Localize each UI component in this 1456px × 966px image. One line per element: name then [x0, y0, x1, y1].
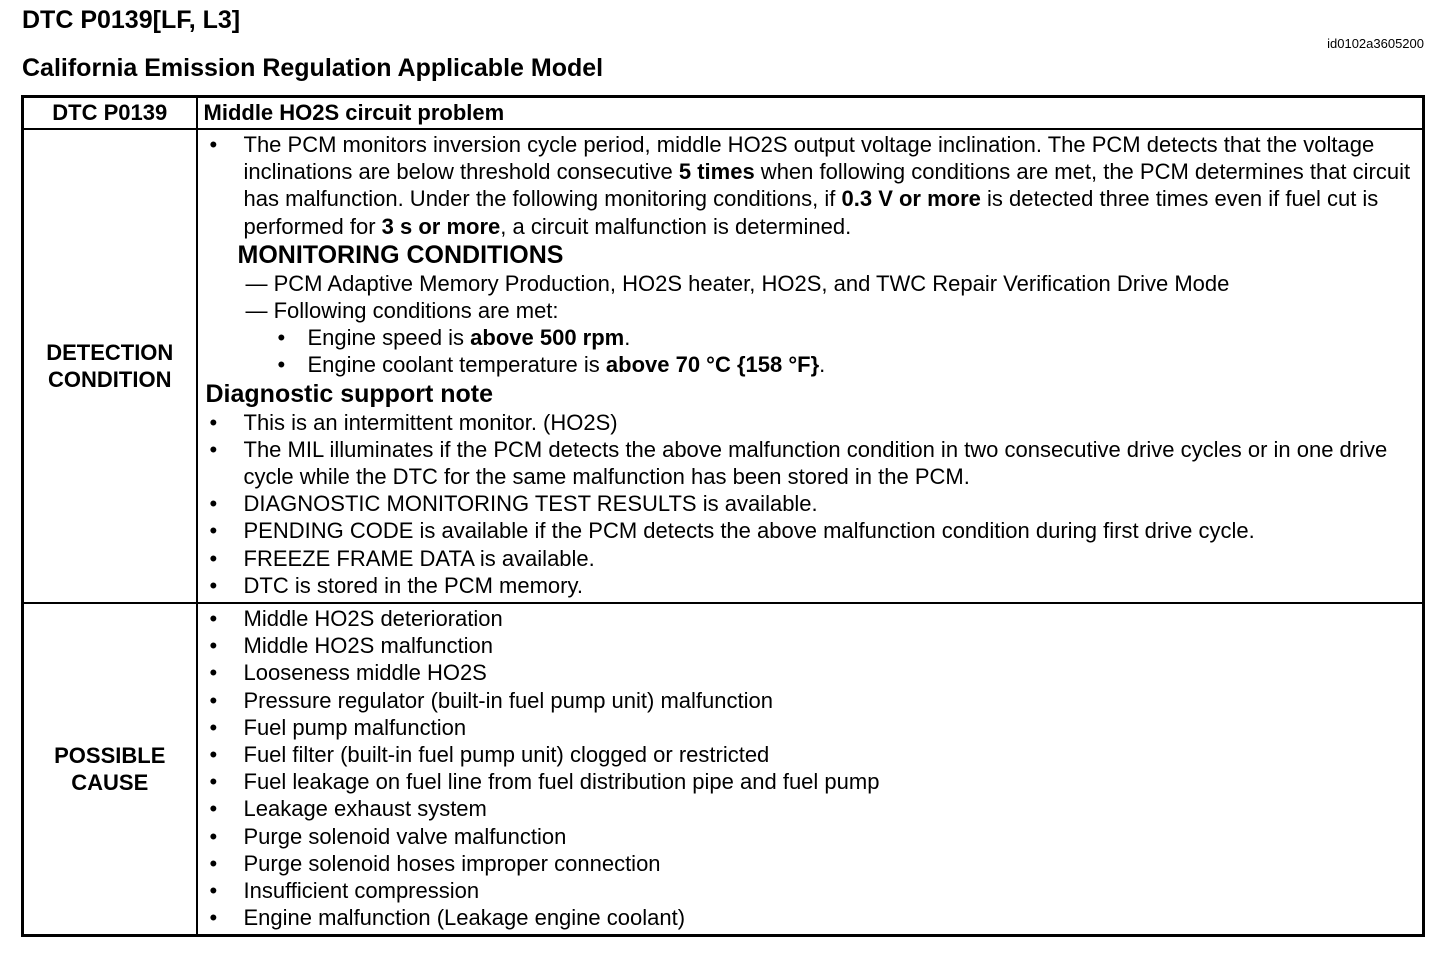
list-item: • Purge solenoid valve malfunction — [206, 823, 1417, 850]
monitoring-line-1: — PCM Adaptive Memory Production, HO2S heater, HO2S, and TWC Repair Verification Drive Mode — [245, 270, 1230, 296]
cond2-bold: above 70 °C {158 °F} — [605, 352, 820, 378]
diagnostic-support-note-heading: Diagnostic support note — [205, 379, 493, 408]
detection-condition-content — [197, 129, 1424, 603]
list-item: • Engine malfunction (Leakage engine coolant) — [206, 904, 1417, 931]
list-item: • Looseness middle HO2S — [206, 659, 1417, 686]
possible-cause-list — [206, 605, 1417, 931]
possible-cause-label — [23, 603, 197, 936]
condition-coolant-temp — [206, 351, 1417, 378]
intro-bold-2: 0.3 V or more — [841, 186, 981, 212]
table-header-row — [23, 97, 1424, 130]
list-item: • Middle HO2S deterioration — [206, 605, 1417, 632]
list-item: • Fuel filter (built-in fuel pump unit) clogged or restricted — [206, 741, 1417, 768]
dtc-description-cell: Middle HO2S circuit problem — [197, 97, 1424, 130]
list-item: • Fuel pump malfunction — [206, 714, 1417, 741]
intro-text-1: The PCM monitors inversion cycle period, middle HO2S output voltage inclination. The PCM detects that the voltage inclinations are below threshold consecutive — [243, 132, 1375, 185]
intro-text-2: when following conditions are met, the PCM determines that circuit has malfunction. Under the following monitoring conditions, if — [243, 159, 1411, 212]
list-item: • Purge solenoid hoses improper connection — [206, 850, 1417, 877]
possible-cause-content — [197, 603, 1424, 936]
cond1-text: Engine speed is — [307, 325, 471, 351]
detection-condition-label — [23, 129, 197, 603]
list-item: • Fuel leakage on fuel line from fuel distribution pipe and fuel pump — [206, 768, 1417, 795]
dtc-code-cell: DTC P0139 — [23, 97, 197, 130]
possible-cause-row — [23, 603, 1424, 936]
detection-label-line1: DETECTION — [46, 340, 174, 366]
intro-text-3: is detected three times even if fuel cut is performed for — [243, 186, 1379, 239]
list-item: • Leakage exhaust system — [206, 795, 1417, 822]
list-item: • The MIL illuminates if the PCM detects the above malfunction condition in two consecutive drive cycles or in one drive cycle while the DTC for the same malfunction has been stored in the PCM. — [206, 436, 1417, 490]
list-item: • Pressure regulator (built-in fuel pump unit) malfunction — [206, 687, 1417, 714]
document-id: id0102a3605200 — [1327, 36, 1424, 51]
detection-label-line2: CONDITION — [48, 367, 172, 393]
page-subtitle: California Emission Regulation Applicable Model — [22, 54, 604, 82]
list-item: • PENDING CODE is available if the PCM detects the above malfunction condition during first drive cycle. — [206, 517, 1417, 544]
cond1-bold: above 500 rpm — [470, 325, 625, 351]
list-item: • This is an intermittent monitor. (HO2S) — [206, 409, 1417, 436]
page-title: DTC P0139[LF, L3] — [22, 6, 241, 34]
intro-bold-3: 3 s or more — [381, 213, 501, 239]
detection-intro-list — [206, 131, 1417, 240]
list-item: • Middle HO2S malfunction — [206, 632, 1417, 659]
monitoring-line-2: — Following conditions are met: — [245, 298, 559, 324]
list-item: • FREEZE FRAME DATA is available. — [206, 545, 1417, 572]
intro-bold-1: 5 times — [678, 159, 755, 185]
monitoring-conditions-heading: MONITORING CONDITIONS — [237, 240, 564, 269]
cause-label-line2: CAUSE — [71, 770, 149, 796]
dtc-table — [21, 95, 1425, 937]
cause-label-line1: POSSIBLE — [54, 743, 166, 769]
list-item: • DTC is stored in the PCM memory. — [206, 572, 1417, 599]
list-item: • Insufficient compression — [206, 877, 1417, 904]
cond1-end: . — [624, 325, 631, 351]
monitoring-sub-list — [206, 324, 1417, 378]
intro-text-4: , a circuit malfunction is determined. — [500, 213, 852, 239]
diagnostic-notes-list — [206, 409, 1417, 599]
cond2-text: Engine coolant temperature is — [307, 352, 606, 378]
condition-engine-speed — [206, 324, 1417, 351]
cond2-end: . — [819, 352, 826, 378]
detection-condition-row — [23, 129, 1424, 603]
list-item: • DIAGNOSTIC MONITORING TEST RESULTS is available. — [206, 490, 1417, 517]
detection-intro-item — [206, 131, 1417, 240]
